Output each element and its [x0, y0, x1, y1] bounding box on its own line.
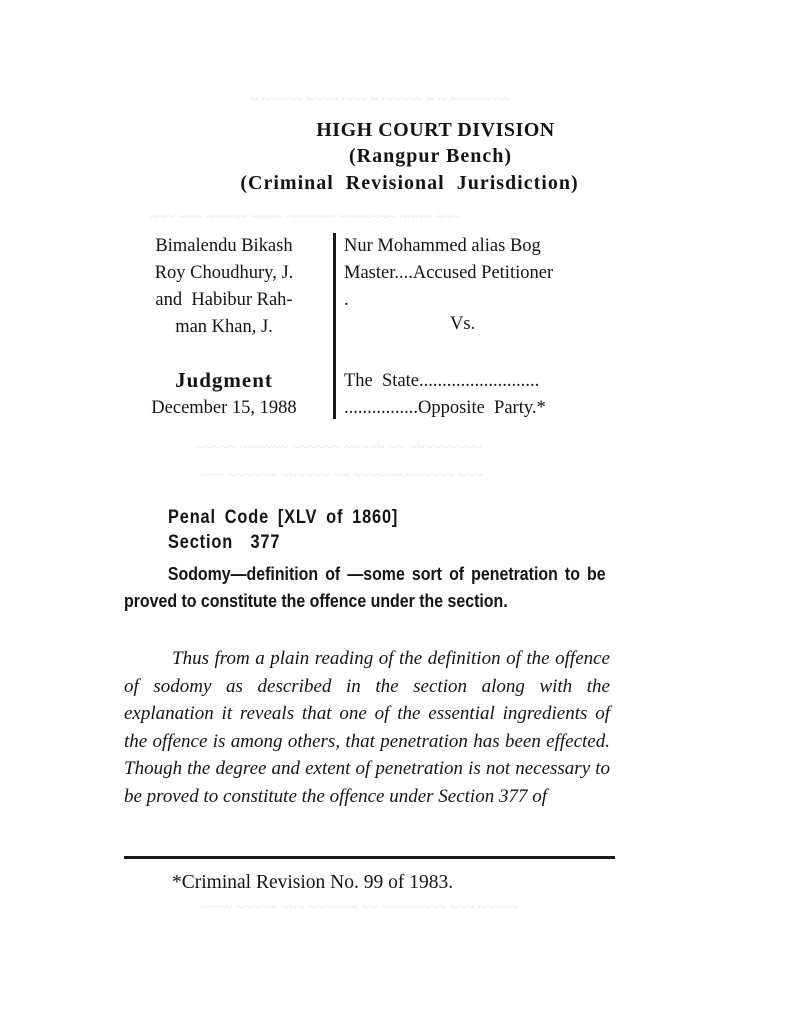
jurisdiction-heading: (Criminal Revisional Jurisdiction) [240, 172, 579, 194]
judges-line: man Khan, J. [175, 317, 273, 337]
footnote: *Criminal Revision No. 99 of 1983. [172, 872, 454, 893]
bleed-through-text: ~~~~~ ~~~~~~ ~~~~~~ ~~~~~ ~~ ~~~~~~~~~ [195, 440, 482, 456]
judgment-excerpt: Thus from a plain reading of the definition of the offence of sodomy as described in the section along with the explanation it reveals that one of the essential ingredients of the offence is among others, that penetration has been effected. Though the degree and extent of penetration is not necessary to be proved to constitute the offence under Section 377 of [124, 648, 610, 807]
bleed-through-text: ~~~ ~~~ ~~~~~ ~~~~ ~~~~~~ ~~~~~~~ ~~~~ ~~~ [150, 210, 461, 226]
bench-heading: (Rangpur Bench) [349, 145, 512, 167]
respondent-line: The State.......................... [344, 371, 540, 391]
statute-heading: Penal Code [XLV of 1860] [168, 507, 399, 528]
judgment-label: Judgment [175, 368, 273, 392]
versus-label: Vs. [450, 314, 476, 334]
bleed-through-text: ~~~ ~~~~~~ ~~~~~~ ~~ ~~~~~~ ~~~~~~ ~~~ [200, 468, 483, 484]
judges-block [118, 233, 330, 341]
judges-line: and Habibur Rah- [155, 290, 293, 310]
column-divider [333, 233, 336, 419]
judgment-date: December 15, 1988 [151, 398, 297, 418]
petitioner-line: Nur Mohammed alias Bog [344, 236, 541, 256]
petitioner-block [344, 233, 604, 314]
respondent-block [344, 368, 604, 422]
petitioner-line: Master....Accused Petitioner [344, 263, 554, 283]
headnote-summary: Sodomy—definition of —some sort of penetration to be proved to constitute the offence under the section. [124, 563, 606, 611]
court-division-heading: HIGH COURT DIVISION [316, 119, 555, 141]
footnote-rule [124, 856, 615, 859]
respondent-line: ................Opposite Party.* [344, 398, 546, 418]
judges-line: Bimalendu Bikash [155, 236, 293, 256]
petitioner-line: . [344, 290, 349, 310]
judges-line: Roy Choudhury, J. [154, 263, 294, 283]
section-heading: Section 377 [168, 532, 281, 553]
bleed-through-text: ~ ~~~~~ ~~~~ ~~~ ~ ~~~~~ ~ ~ ~~~~~ ~~ [250, 92, 511, 108]
bleed-through-text: ~~~~ ~~~~~ ~~~ ~~~~~~ ~~ ~~~~~~~~ ~~~ ~~~~~ [200, 900, 519, 916]
